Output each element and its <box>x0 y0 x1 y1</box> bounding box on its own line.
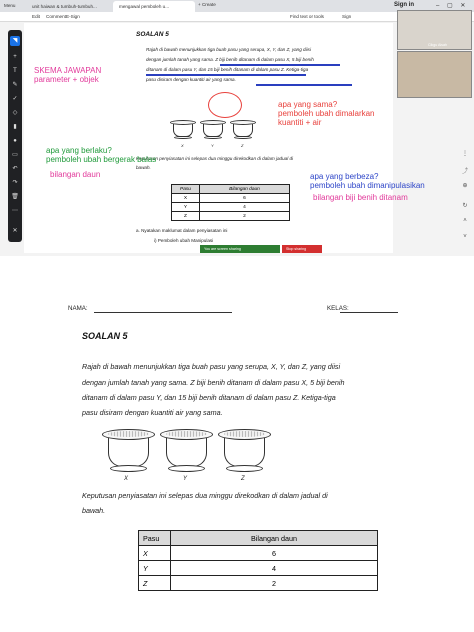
close-icon[interactable]: ✕ <box>12 228 18 234</box>
text-icon[interactable]: T <box>13 68 17 74</box>
drawing-toolbar <box>8 30 22 242</box>
nama-field[interactable] <box>94 312 232 313</box>
sharing-status: You are screen sharing <box>200 245 280 253</box>
zoom-icon[interactable]: ⊕ <box>462 183 468 189</box>
browser-tab-2[interactable]: mengawal pemboleh u... <box>113 1 195 12</box>
preview-result-line: Keputusan penyiasatan ini selepas dua minggu direkodkan di dalam jadual di <box>136 156 294 161</box>
underline-annotation <box>146 74 306 76</box>
pot-label: Y <box>183 476 188 482</box>
redo-icon[interactable]: ↷ <box>12 180 18 186</box>
pot-z-illustration <box>218 429 271 474</box>
preview-result-line: bawah. <box>136 165 151 170</box>
table-header: Bilangan daun <box>200 185 290 194</box>
stop-sharing-button[interactable]: Stop sharing <box>282 245 322 253</box>
rotate-icon[interactable]: ↻ <box>462 203 468 209</box>
new-tab-button[interactable]: + Create <box>198 2 216 7</box>
question-line: dengan jumlah tanah yang sama. Z biji benih ditanam di dalam pasu X, 5 biji benih <box>82 378 345 387</box>
shape-icon[interactable]: ◇ <box>12 110 18 116</box>
right-side-tools <box>459 150 471 250</box>
browser-tab-1[interactable]: unit haiwan & tumbuh-tumbuh... <box>32 4 97 9</box>
window-controls[interactable]: – ▢ ✕ <box>436 3 469 9</box>
trash-icon[interactable]: 🗑 <box>11 194 19 200</box>
annotation-sama: apa yang sama? pemboleh ubah dimalarkan kuantiti + air <box>278 100 375 127</box>
preview-title: SOALAN 5 <box>136 31 169 38</box>
pen-icon[interactable]: ✎ <box>12 82 18 88</box>
preview-line: Rajah di bawah menunjukkan tiga buah pasu yang serupa, X, Y, dan Z, yang diisi <box>146 47 311 52</box>
menu-button[interactable]: Menu <box>4 3 16 8</box>
pot-z-illustration <box>230 120 256 139</box>
preview-line: ditanam di dalam pasu Y, dan 15 biji benih ditanam di dalam pasu Z. Ketiga-tiga <box>146 67 309 72</box>
find-tools-box[interactable]: Find text or tools <box>290 14 324 19</box>
table-row: Z 2 <box>139 576 378 591</box>
preview-question-i: i) Pemboleh ubah Manipulasi <box>154 238 214 243</box>
table-header: Pasu <box>172 185 200 194</box>
sign-in-link[interactable]: Sign in <box>394 2 414 8</box>
settings-icon[interactable]: ⋯ <box>12 208 18 214</box>
screen-share-capture <box>0 0 474 256</box>
eraser-icon[interactable]: ▭ <box>12 152 18 158</box>
annotation-berlaku: apa yang berlaku? pemboleh ubah bergerak balas <box>46 146 157 164</box>
pot-label: X <box>181 143 184 148</box>
page-up-icon[interactable]: ˄ <box>463 218 467 224</box>
pot-label: X <box>124 476 129 482</box>
underline-annotation <box>220 64 340 66</box>
preview-line: pasu disiram dengan kuantiti air yang sama. <box>146 77 236 82</box>
annotation-biji-benih: bilangan biji benih ditanam <box>313 193 408 202</box>
circle-annotation <box>208 92 242 118</box>
video-tile-teacher[interactable] <box>397 10 472 50</box>
table-row: Z 2 <box>172 212 290 221</box>
table-header: Pasu <box>139 531 171 546</box>
question-line: ditanam di dalam pasu Y, dan 15 biji benih ditanam di dalam pasu Z. Ketiga-tiga <box>82 393 336 402</box>
question-line: Rajah di bawah menunjukkan tiga buah pasu yang serupa, X, Y, dan Z, yang diisi <box>82 362 341 371</box>
kelas-label: KELAS: <box>327 305 349 312</box>
pot-label: Y <box>211 143 214 148</box>
check-icon[interactable]: ✓ <box>12 96 18 102</box>
pdf-page-preview <box>24 23 393 253</box>
result-line: bawah. <box>82 506 106 515</box>
underline-annotation <box>256 84 352 86</box>
pot-label: Z <box>241 143 244 148</box>
pot-x-illustration <box>102 429 155 474</box>
move-icon[interactable]: + <box>13 54 17 60</box>
share-icon[interactable]: ⤴ <box>461 169 468 175</box>
annotation-skema: SKEMA JAWAPAN parameter + objek <box>34 66 102 84</box>
nama-label: NAMA: <box>68 305 88 312</box>
preview-question-a: a. Nyatakan maklumat dalam penyiasatan ini <box>136 228 228 233</box>
pot-y-illustration <box>200 120 226 139</box>
table-row: Y 4 <box>139 561 378 576</box>
preview-results-table <box>171 184 290 221</box>
pot-x-illustration <box>170 120 196 139</box>
annotation-berbeza: apa yang berbeza? pemboleh ubah dimanipulasikan <box>310 172 425 190</box>
participant-name: Cikgu Aisah <box>428 43 447 47</box>
esign-menu[interactable]: E-Sign <box>66 14 80 19</box>
pot-y-illustration <box>160 429 213 474</box>
question-title: SOALAN 5 <box>82 331 128 341</box>
undo-icon[interactable]: ↶ <box>12 166 18 172</box>
table-row: Y 4 <box>172 203 290 212</box>
table-row: X 6 <box>139 546 378 561</box>
video-tile-participant[interactable] <box>397 51 472 98</box>
edit-menu[interactable]: Edit <box>32 14 40 19</box>
question-line: pasu disiram dengan kuantiti air yang sama. <box>82 408 223 417</box>
result-line: Keputusan penyiasatan ini selepas dua minggu direkodkan di dalam jadual di <box>82 491 328 500</box>
color-icon[interactable]: ● <box>13 138 17 144</box>
more-icon[interactable]: ⋮ <box>462 151 468 157</box>
comment-menu[interactable]: Comment <box>46 14 66 19</box>
results-table <box>138 530 378 591</box>
table-header: Bilangan daun <box>171 531 378 546</box>
annotation-bilangan-daun: bilangan daun <box>50 170 101 179</box>
kelas-field[interactable] <box>340 312 398 313</box>
preview-line: dengan jumlah tanah yang sama. Z biji benih ditanam di dalam pasu X, 5 biji benih <box>146 57 314 62</box>
highlighter-icon[interactable]: ▮ <box>13 124 17 130</box>
select-icon[interactable]: ◥ <box>10 36 20 46</box>
screen-share-bar <box>200 245 322 253</box>
sign-button[interactable]: Sign <box>342 14 352 19</box>
pot-label: Z <box>241 476 245 482</box>
page-down-icon[interactable]: ˅ <box>463 234 467 240</box>
table-row: X 6 <box>172 194 290 203</box>
